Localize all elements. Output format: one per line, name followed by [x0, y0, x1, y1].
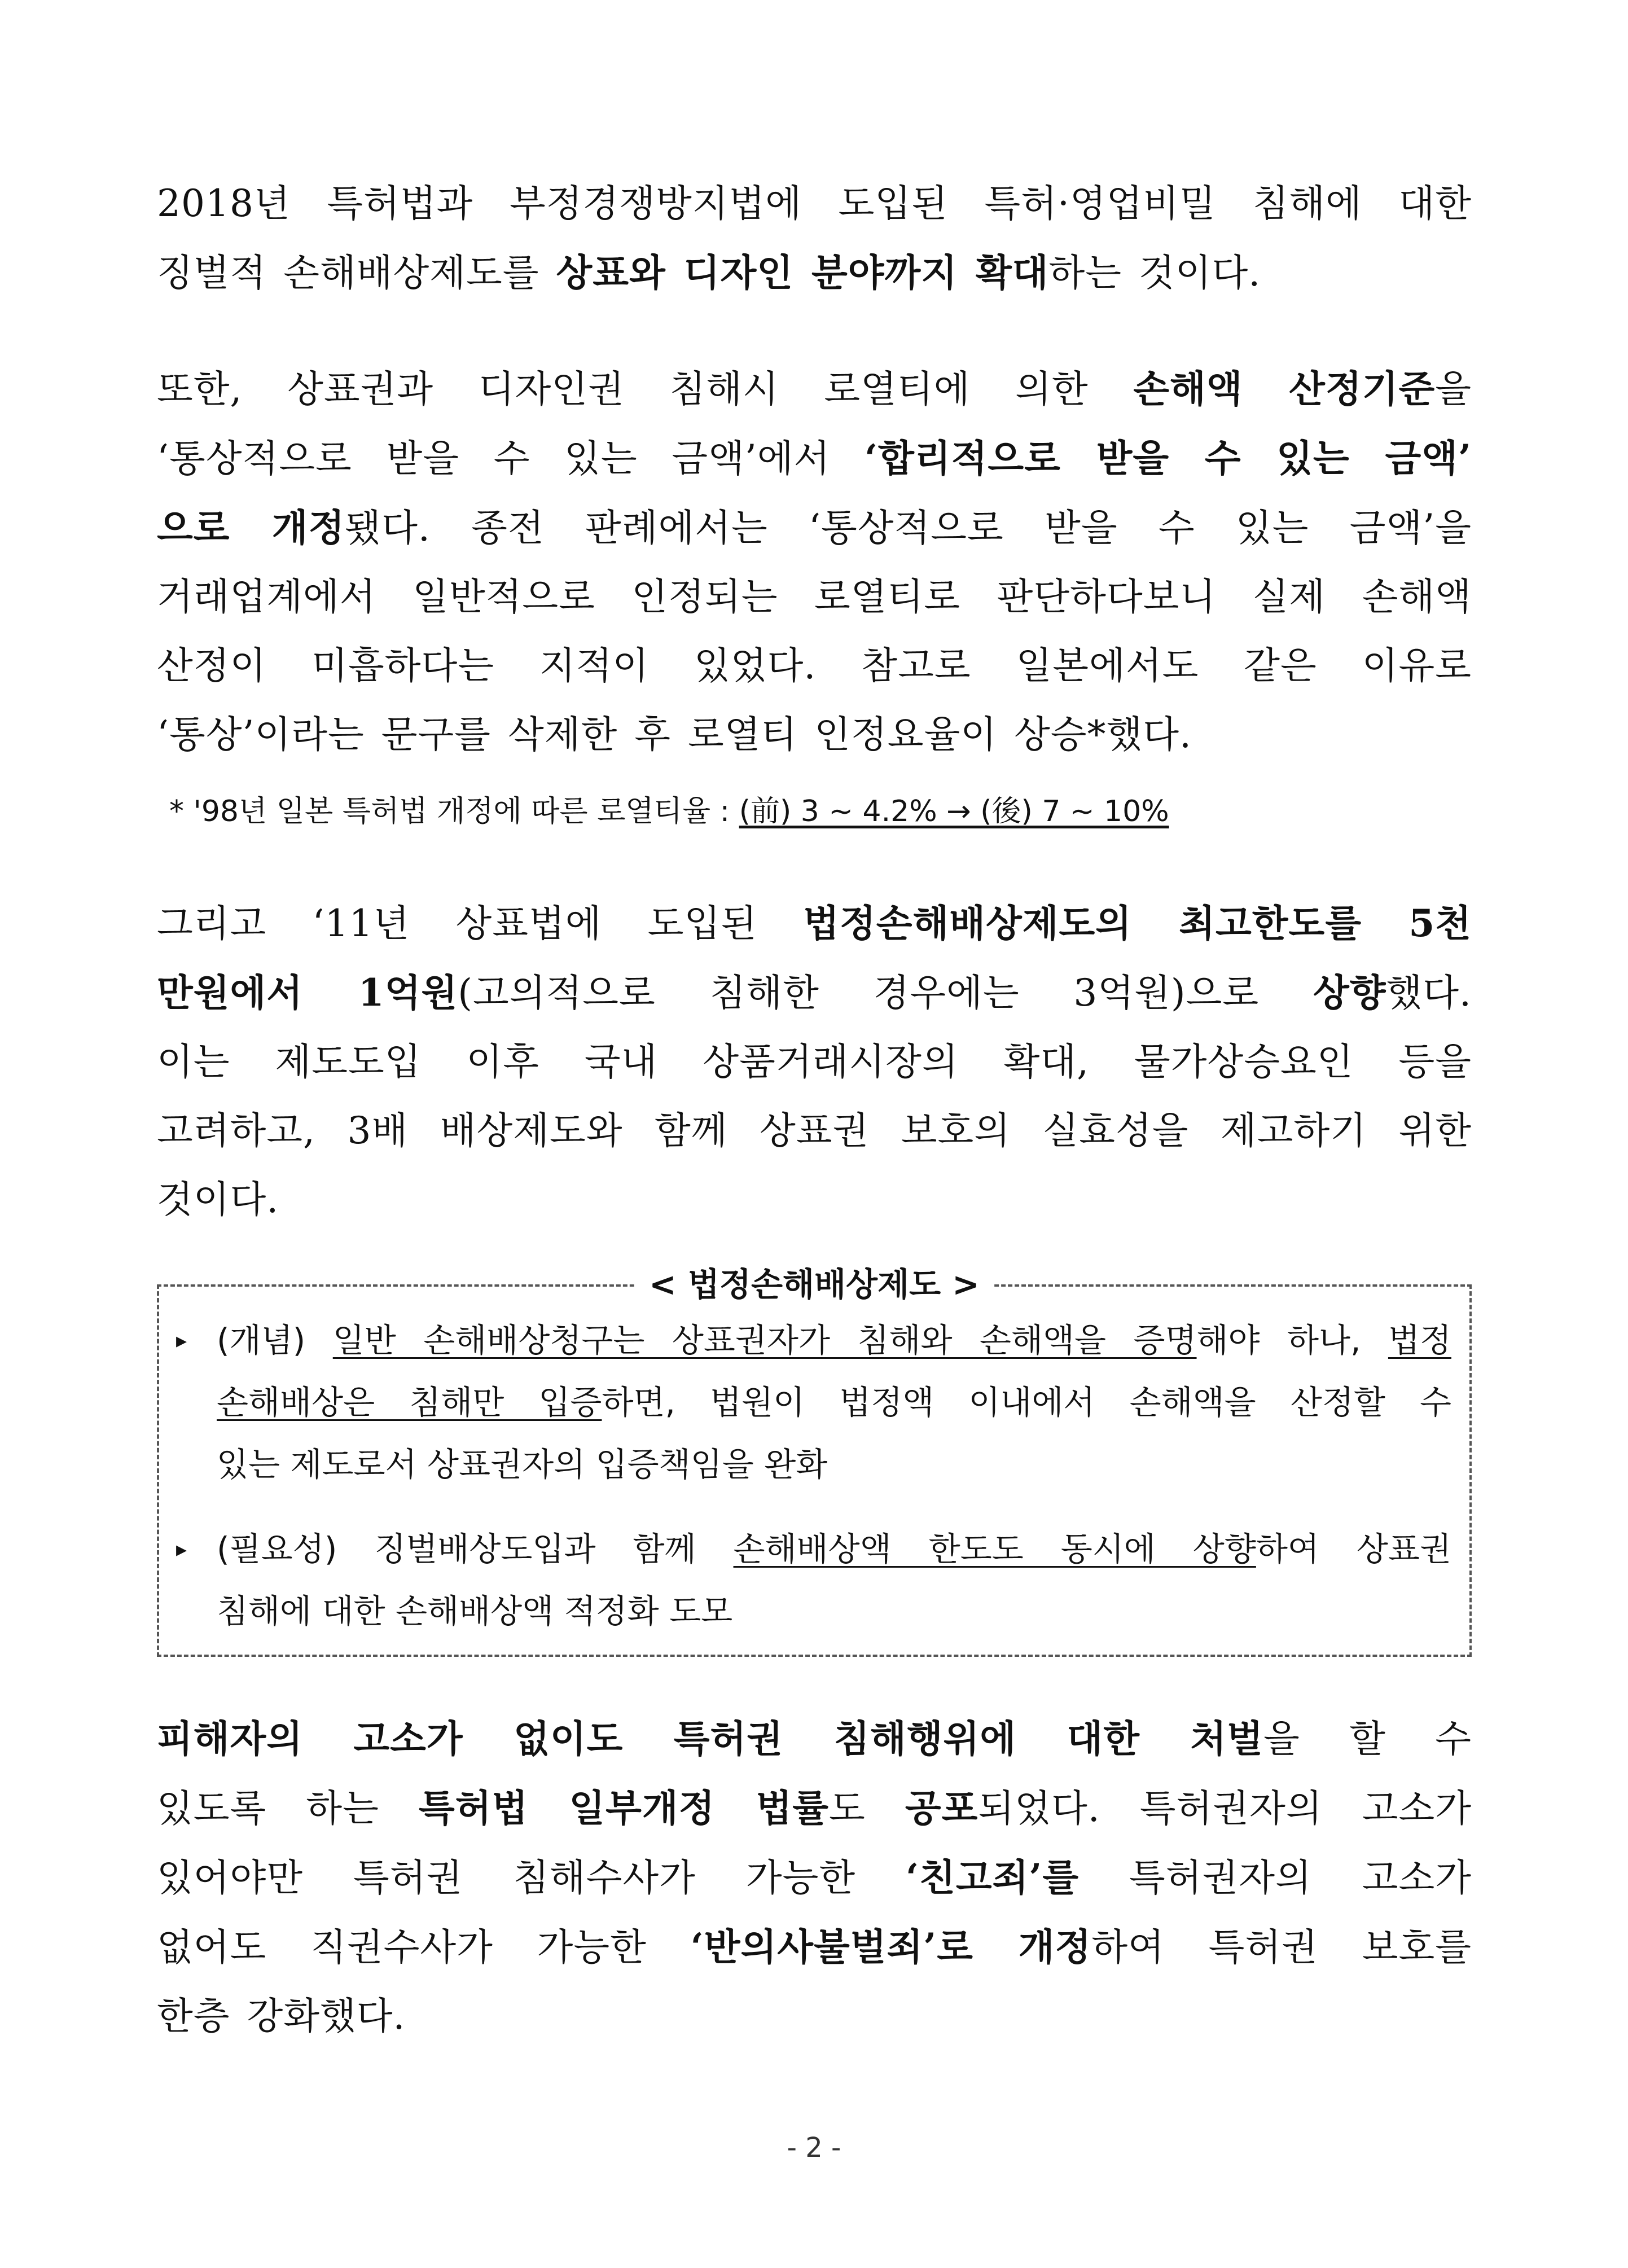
- text-line: [217, 1371, 1451, 1433]
- text-span: 침해에 대한 손해배상액 적정화 도모: [217, 1592, 733, 1630]
- text-line: [157, 1774, 1472, 1843]
- text-span: 거래업계에서 일반적으로 인정되는 로열티로 판단하다보니 실제 손해액: [157, 575, 1472, 618]
- text-span: 특허권자의 고소가: [1079, 1856, 1472, 1899]
- text-line: [217, 1580, 1451, 1642]
- box-title-text: < 법정손해배상제도 >: [634, 1265, 994, 1304]
- text-span: 하는 것이다.: [1048, 251, 1261, 295]
- emphasis-text: 특허법 일부개정 법률: [419, 1786, 830, 1830]
- text-span: 있어야만 특허권 침해수사가 가능한: [157, 1856, 906, 1899]
- text-line: [157, 889, 1472, 958]
- triangle-bullet-icon: ▸: [176, 1328, 187, 1353]
- emphasis-text: ‘친고죄’를: [906, 1855, 1080, 1899]
- underlined-text: 손해배상은 침해만 입증: [217, 1383, 602, 1422]
- text-line: [157, 700, 1472, 769]
- text-span: 을 할 수: [1263, 1717, 1472, 1761]
- emphasis-text: 으로 개정: [157, 506, 345, 550]
- text-line: [157, 631, 1472, 700]
- emphasis-text: ‘반의사불벌죄’로 개정: [690, 1925, 1092, 1969]
- emphasis-text: 만원에서 1억원: [157, 971, 458, 1015]
- footnote-marker: *: [169, 795, 184, 828]
- text-line: [217, 1309, 1451, 1371]
- text-span: 고려하고, 3배 배상제도와 함께 상표권 보호의 실효성을 제고하기 위한: [157, 1109, 1472, 1152]
- underlined-text: 손해배상액 한도도 동시에 상향: [733, 1530, 1256, 1568]
- footnote: [169, 789, 1478, 834]
- text-line: [157, 238, 1472, 308]
- emphasis-text: 법정손해배상제도의 최고한도를 5천: [803, 901, 1472, 945]
- text-span: 이는 제도도입 이후 국내 상품거래시장의 확대, 물가상승요인 등을: [157, 1040, 1472, 1083]
- text-line: [157, 1843, 1472, 1912]
- text-span: ‘통상적으로 받을 수 있는 금액’에서: [157, 437, 865, 480]
- paragraph-patent-crime: [157, 1704, 1472, 2051]
- text-line: [157, 563, 1472, 631]
- box-title: [159, 1262, 1469, 1307]
- text-span: 했다.: [1386, 971, 1472, 1015]
- emphasis-text: 공포: [905, 1786, 978, 1830]
- text-line: [157, 1096, 1472, 1165]
- text-span: 한층 강화했다.: [157, 1994, 406, 2038]
- underlined-text: 일반 손해배상청구는 상표권자가 침해와 손해액을 증명: [332, 1321, 1197, 1359]
- paragraph-punitive-damages: [157, 169, 1472, 308]
- triangle-bullet-icon: ▸: [176, 1537, 187, 1561]
- text-span: (필요성) 징벌배상도입과 함께: [217, 1530, 734, 1568]
- box-item-concept: [176, 1309, 1451, 1495]
- text-span: 산정이 미흡하다는 지적이 있었다. 참고로 일본에서도 같은 이유로: [157, 644, 1472, 687]
- text-span: 있도록 하는: [157, 1787, 419, 1830]
- text-span: 또한, 상표권과 디자인권 침해시 로열티에 의한: [157, 367, 1134, 411]
- emphasis-text: 손해액 산정기준: [1133, 367, 1436, 411]
- text-span: 하여 상표권: [1256, 1530, 1451, 1568]
- text-span: (개념): [217, 1321, 333, 1359]
- text-span: 해야 하나,: [1196, 1321, 1388, 1359]
- underlined-text: 법정: [1388, 1321, 1451, 1359]
- text-line: [157, 1028, 1472, 1096]
- text-span: 하여 특허권 보호를: [1091, 1925, 1472, 1969]
- text-span: (고의적으로 침해한 경우에는 3억원)으로: [458, 971, 1313, 1015]
- text-line: [217, 1433, 1451, 1495]
- text-span: 2018년 특허법과 부정경쟁방지법에 도입된 특허·영업비밀 침해에 대한: [157, 182, 1472, 225]
- text-line: [217, 1518, 1451, 1580]
- footnote-text: '98년 일본 특허법 개정에 따른 로열티율 :: [193, 795, 739, 828]
- text-span: 것이다.: [157, 1178, 279, 1221]
- statutory-damages-box: [157, 1265, 1472, 1657]
- text-line: [157, 169, 1472, 238]
- text-line: [157, 958, 1472, 1028]
- paragraph-damage-calculation: [157, 354, 1472, 769]
- paragraph-statutory-damages: [157, 889, 1472, 1234]
- text-line: [157, 354, 1472, 424]
- text-span: 됐다. 종전 판례에서는 ‘통상적으로 받을 수 있는 금액’을: [345, 506, 1472, 550]
- footnote-royalty-rate: (前) 3 ~ 4.2% → (後) 7 ~ 10%: [739, 795, 1169, 828]
- box-item-necessity: [176, 1518, 1451, 1642]
- text-line: [157, 1982, 1472, 2051]
- text-span: ‘통상’이라는 문구를 삭제한 후 로열티 인정요율이 상승*했다.: [157, 713, 1192, 756]
- text-span: 없어도 직권수사가 가능한: [157, 1925, 691, 1969]
- text-line: [157, 1704, 1472, 1774]
- text-span: 징벌적 손해배상제도를: [157, 251, 556, 295]
- emphasis-text: 상표와 디자인 분야까지 확대: [556, 251, 1049, 295]
- emphasis-text: ‘합리적으로 받을 수 있는 금액’: [865, 436, 1472, 480]
- text-span: 도: [829, 1787, 905, 1830]
- text-span: 있는 제도로서 상표권자의 입증책임을 완화: [217, 1445, 828, 1484]
- emphasis-text: 상향: [1313, 971, 1386, 1015]
- text-span: 그리고 ‘11년 상표법에 도입된: [157, 902, 804, 945]
- text-span: 을: [1435, 367, 1472, 411]
- text-span: 되었다. 특허권자의 고소가: [978, 1787, 1472, 1830]
- text-span: 하면, 법원이 법정액 이내에서 손해액을 산정할 수: [602, 1383, 1452, 1422]
- text-line: [157, 1165, 1472, 1234]
- text-line: [157, 1912, 1472, 1982]
- text-line: [157, 493, 1472, 563]
- emphasis-text: 피해자의 고소가 없이도 특허권 침해행위에 대한 처벌: [157, 1717, 1263, 1761]
- text-line: [157, 424, 1472, 493]
- page-number: - 2 -: [787, 2132, 841, 2164]
